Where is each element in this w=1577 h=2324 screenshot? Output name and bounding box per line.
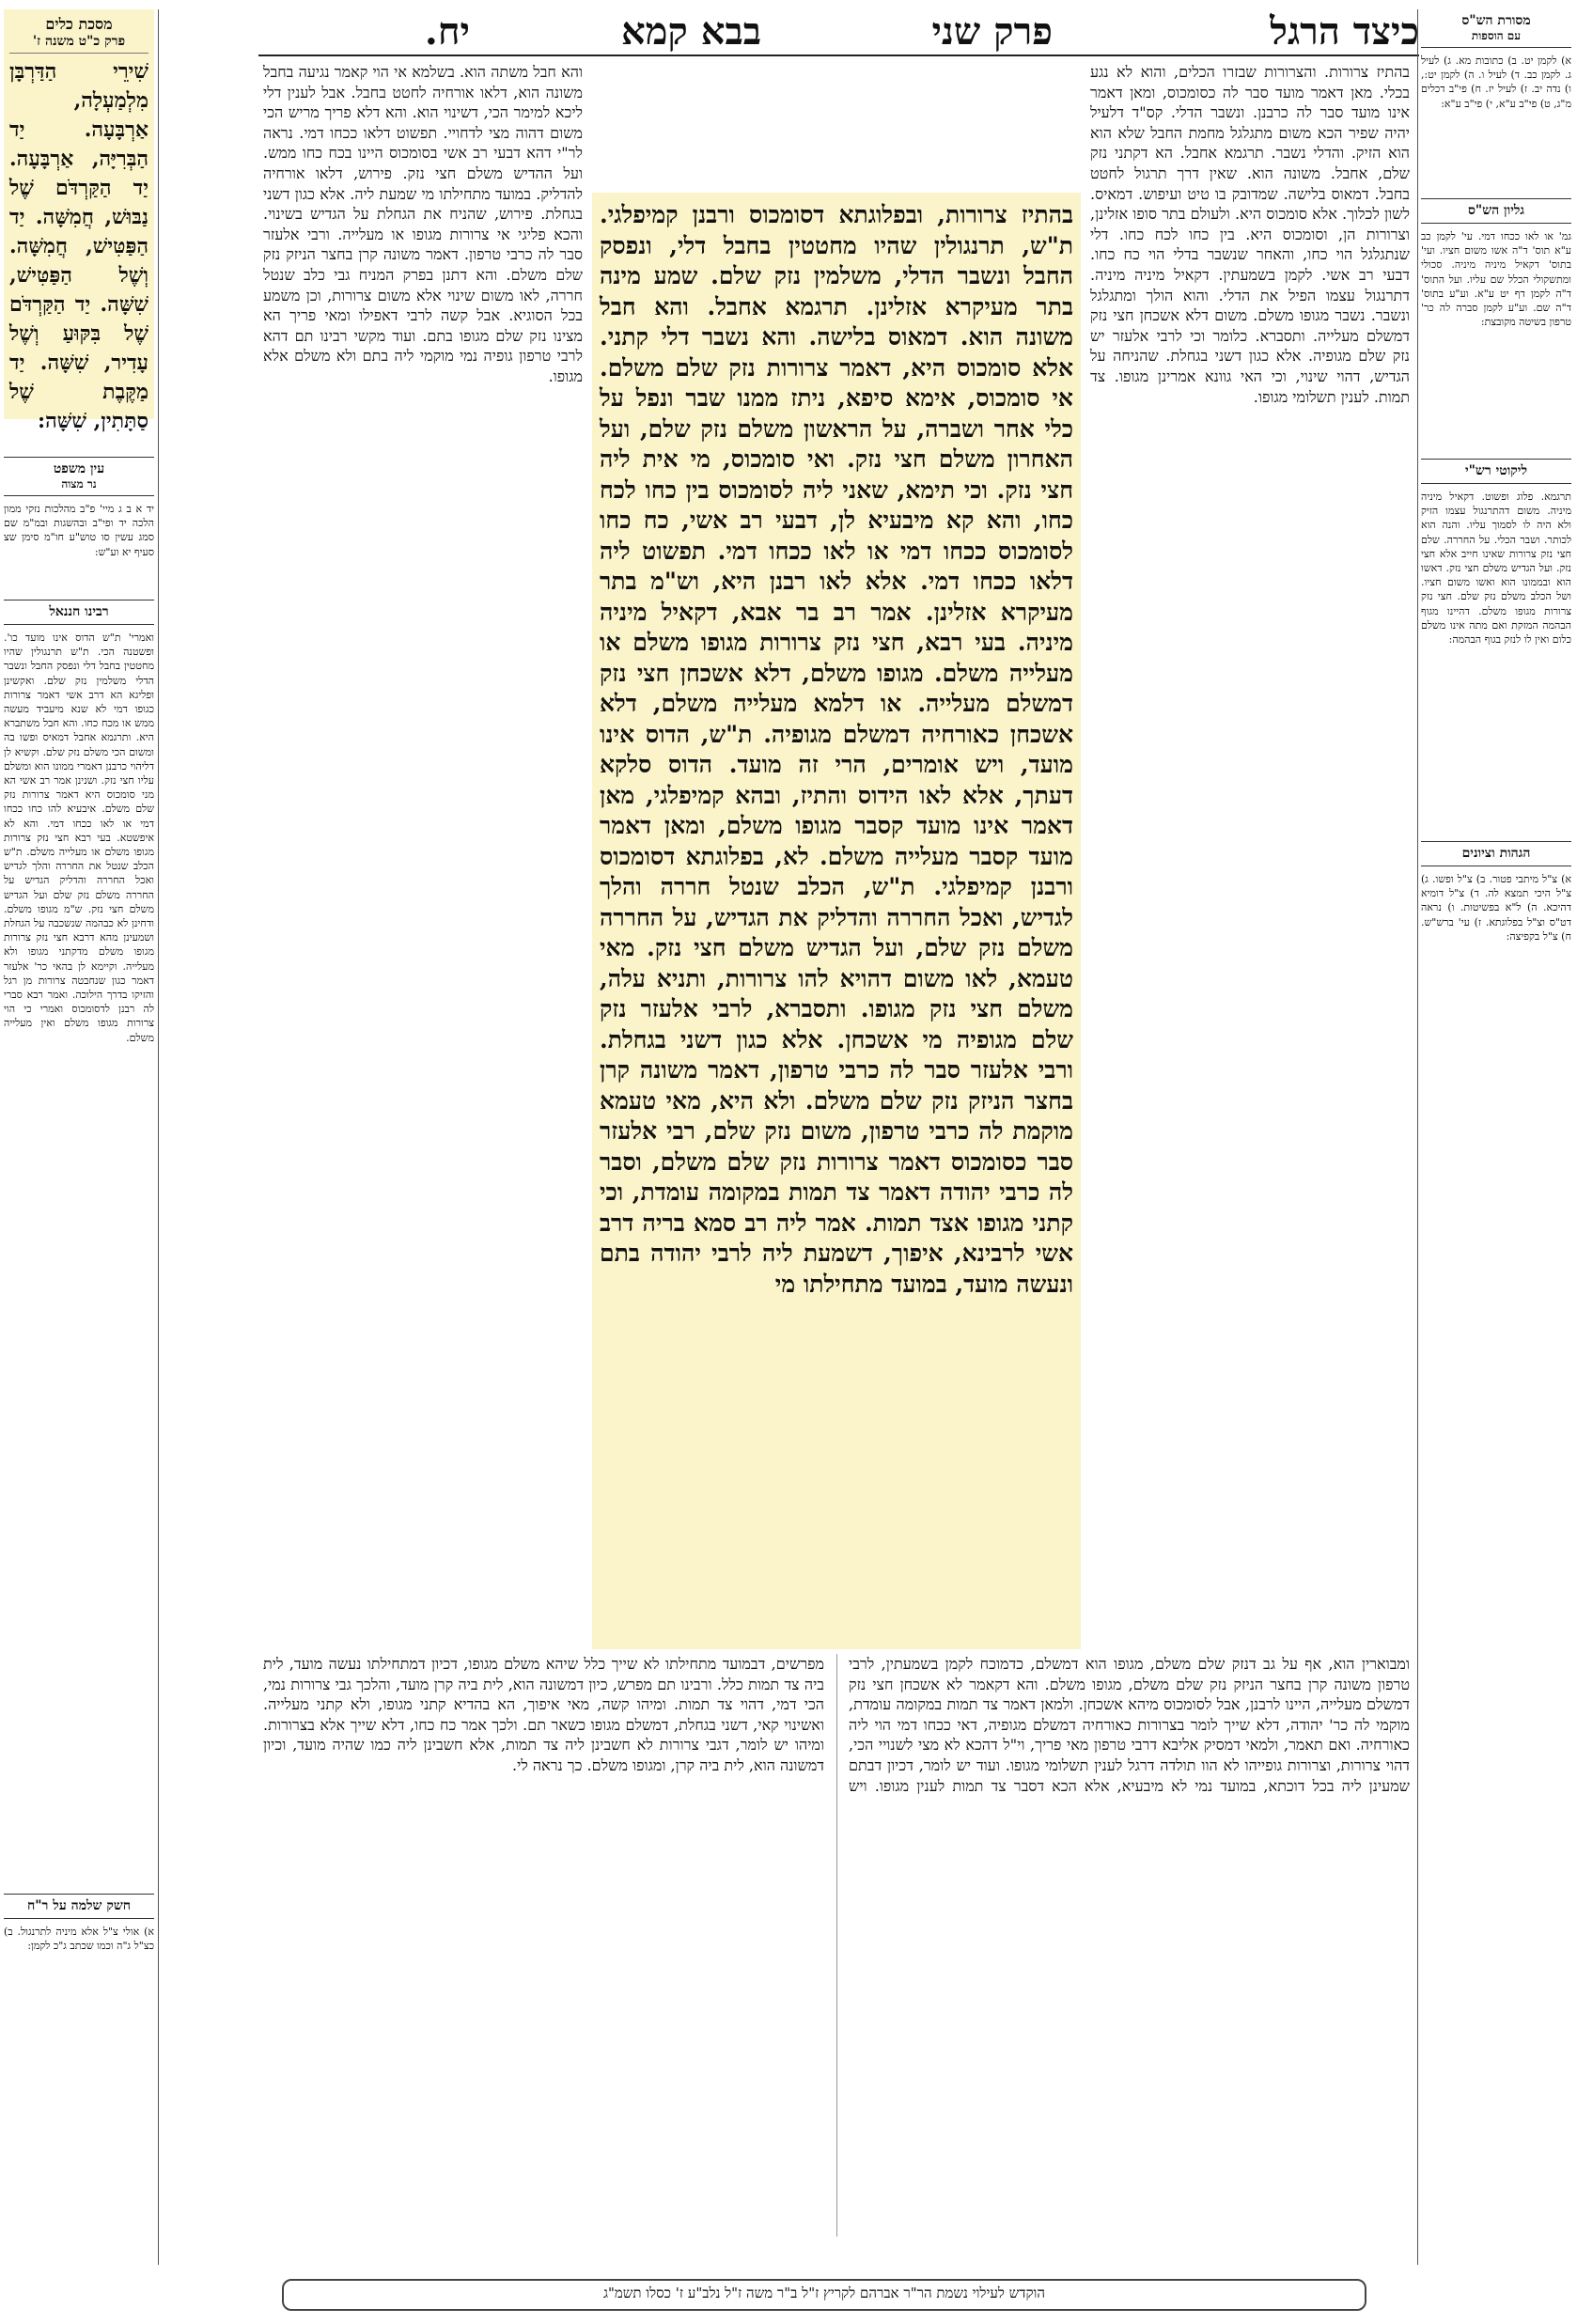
header-rule xyxy=(258,55,1419,56)
mesoret-hashas-title: מסורת הש"ס עם הוספות xyxy=(1421,9,1571,48)
ein-mishpat-title: עין משפט נר מצוה xyxy=(4,457,154,496)
chesek-shlomo-section xyxy=(4,1894,154,1981)
tractate-name: בבא קמא xyxy=(621,9,761,54)
page-header xyxy=(254,9,1419,55)
right-margin xyxy=(1421,9,1571,2265)
likutei-rashi-title: ליקוטי רש"י xyxy=(1421,459,1571,484)
rabbeinu-chananel-text: ואמרי' ת"ש הדוס אינו מועד כו'. ופשטנה הכי. ת"ש תרנגולין שהיו מחטטין בחבל דלי ונפסק החבל ונשבר הדלי משלמין נזק שלם. ואקשינן ופליגא הא דרב אשי דאמר צרורות כגופו דמי לא שנא מיעביד מעשה ממש או מכח כחו. והא חבל משתברא היא. ותרגמא אחבל דמאיס ופשו בה ומשום הכי משלם נזק שלם. וקשיא לן דליהוי כרבנן דאמרי ממונו הוא ומשלם עליו חצי נזק. ושנינן אמר רב אשי הא מני סומכוס היא דאמר צרורות נזק שלם משלם. איבעיא להו כחו ככחו דמי או לאו ככחו דמי. והא לא איפשטא. בעי רבא חצי נזק צרורות מגופו משלם או מעלייה משלם. ת"ש הכלב שנטל את החררה והלך לגדיש ואכל החררה והדליק הגדיש על החררה משלם נזק שלם ועל הגדיש משלם חצי נזק. ש"מ מגופו משלם. ודחינן לא כבהמה שנשכבה על הגחלת ושמעינן מהא דרבא חצי נזק צרורות מגופו משלם מדקתני מגופו ולא מעלייה. וקיימא לן בהאי כר' אלעזר דאמר כגון שנחבטה צרורות מן רגל והזיקו בדרך הילוכה. ואמר רבא סברי לה רבנן לדסומכוס ואמרי כי הוי צרורות מגופו משלם ואין מעלייה משלם. xyxy=(4,632,154,1044)
gilyon-hashas-text: גמ' או לאו ככחו דמי. עי' לקמן כב ע"א תוס' ד"ה אשו משום חציו. ועי' בתוס' דקאיל מיניה מיניה. סכולי ומתשקולי הכלל שם עליו. ועל התוס' ד"ה לקמן דף יט ע"א. וע"ע בתוס' ד"ה שם. וע"ע לקמן סברה לה כר' טרפון בשיטה מקובצת: xyxy=(1421,230,1571,329)
kelim-mishnah-subtitle: פרק כ"ט משנה ז' xyxy=(9,34,148,54)
left-margin xyxy=(4,9,154,2265)
ein-mishpat-section xyxy=(4,457,154,586)
rabbeinu-chananel-title: רבינו חננאל xyxy=(4,600,154,625)
gemara-text: בהתיז צרורות, ובפלוגתא דסומכוס ורבנן קמיפלגי. ת"ש, תרנגולין שהיו מחטטין בחבל דלי, ונפסק החבל ונשבר הדלי, משלמין נזק שלם. שמע מינה בתר מעיקרא אזלינן. תרגמא אחבל. והא חבל משונה הוא. דמאוס בלישה. והא נשבר דלי קתני. אלא סומכוס היא, דאמר צרורות נזק שלם משלם. אי סומכוס, אימא סיפא, ניתז ממנו שבר ונפל על כלי אחר ושברה, על הראשון משלם נזק שלם, ועל האחרון משלם חצי נזק. ואי סומכוס, מי אית ליה חצי נזק. וכי תימא, שאני ליה לסומכוס בין כחו לכח כחו, והא קא מיבעיא לן, דבעי רב אשי, כח כחו לסומכוס ככחו דמי או לאו ככחו דמי. תפשוט ליה דלאו ככחו דמי. אלא לאו רבנן היא, וש"מ בתר מעיקרא אזלינן. אמר רב בר אבא, דקאיל מיניה מיניה. בעי רבא, חצי נזק צרורות מגופו משלם או מעלייה משלם. מגופו משלם, דלא אשכחן חצי נזק דמשלם מעלייה. או דלמא מעלייה משלם, דלא אשכחן כאורחיה דמשלם מגופיה. ת"ש, הדוס אינו מועד, ויש אומרים, הרי זה מועד. הדוס סלקא דעתך, אלא לאו הידוס והתיז, ובהא קמיפלגי, מאן דאמר אינו מועד קסבר מגופו משלם, ומאן דאמר מועד קסבר מעלייה משלם. לא, בפלוגתא דסומכוס ורבנן קמיפלגי. ת"ש, הכלב שנטל חררה והלך לגדיש, ואכל החררה והדליק את הגדיש, על החררה משלם נזק שלם, ועל הגדיש משלם חצי נזק. מאי טעמא, לאו משום דהויא להו צרורות, ותניא עלה, משלם חצי נזק מגופו. ותסברא, לרבי אלעזר נזק שלם מגופיה מי אשכחן. אלא כגון דשני בגחלת. ורבי אלעזר סבר לה כרבי טרפון, דאמר משונה קרן בחצר הניזק נזק שלם משלם. ולא היא, מאי טעמא מוקמת לה כרבי טרפון, משום נזק שלם, רבי אלעזר סבר כסומכוס דאמר צרורות נזק שלם משלם, וסבר לה כרבי יהודה דאמר צד תמות במקומה עומדת, וכי קתני מגופו אצד תמות. אמר ליה רב סמא בריה דרב אשי לרבינא, איפוך, דשמעת ליה לרבי יהודה בתם ונעשה מועד, במועד מתחילתו מי xyxy=(600,201,1073,1298)
rashi-column: בהתיז צרורות. והצרורות שבזרו הכלים, והוא לא נגע בכלי. מאן דאמר מועד סבר לה כסומכוס, ומאן דאמר אינו מועד סבר לה כרבנן. ונשבר הדלי. קס"ד דלעיל יהיה שפיר הכא משום מתגלגל מחמת החבל שלא הוא הוא הזיק. והדלי נשבר. תרגמא אחבל. הא דקתני נזק שלם, אחבל. משונה הוא. שאין דרך תרגול לחטט בחבל. דמאוס בלישה. שמדובק בו טיט ועיפוש. דמאיס. לשון לכלוך. אלא סומכוס היא. ולעולם בתר סופו אזלינן, וצרורות הן, וסומכוס היא. בין כחו לכח כחו. דלי שנתגלגל הוי כחו, והאחר שנשבר בדלי הוי כח כחו. דבעי רב אשי. לקמן בשמעתין. דקאיל מיניה מיניה. דתרנגול עצמו הפיל את הדלי. והוא הולך ומתגלגל ונשבר. נשבר מגופו משלם. משום דלא אשכחן חצי נזק דמשלם מעלייה. ותסברא. כלומר וכי לרבי אלעזר יש נזק שלם מגופיה. אלא כגון דשני בגחלת. שהניחה על הגדיש, דהוי שינוי, וכי האי גוונא אמרינן מגופו. צד תמות. לענין תשלומי מגופו. xyxy=(1090,63,1410,406)
likutei-rashi-section xyxy=(1421,459,1571,828)
hagahot-section xyxy=(1421,841,1571,1060)
likutei-rashi-text: תרגמא. פלוג ופשוט. דקאיל מיניה מיניה. משום דהתרנגול עצמו הזיק ולא היה לו לסמוך עליו. והנה הוא לכותר. ושבר הכלי. על החררה. שלם חצי נזק צרורות שאינו חייב אלא חצי נזק. ועל הגדיש משלם חצי נזק. דאשו הוא ובממונו הוא ואשו משום חציו. ושל הכלב משלם נזק שלם. חצי נזק צרורות מגופו משלם. דהיינו מגוף הבהמה המזקת ואם מתה אינו משלם כלום ואין לו לנזק בגוף הבהמה: xyxy=(1421,491,1571,647)
kelim-mishnah-box xyxy=(4,9,154,433)
rabbeinu-chananel-section xyxy=(4,600,154,1880)
bottom-commentary: ומבוארין הוא, אף על גב דנזק שלם משלם, מגופו הוא דמשלם, כדמוכח לקמן בשמעתין, לרבי טרפון משונה קרן בחצר הניזק נזק שלם משלם, מגופו משלם. והא דקאמר לא אשכחן חצי נזק דמשלם מעלייה, היינו לרבנן, אבל לסומכוס מיהא אשכחן. ולמאן דאמר צד תמות במקומה עומדת, מוקמי לה כר' יהודה, דלא שייך לומר בצרורות כאורחיה דמשלם מגופיה, דאי ככחו דמי הוי ליה כאורחיה. ואם תאמר, ולמאי דמסיק אליבא דרבי טרפון מאי פריך, וי"ל דהכא לא מצי לשנויי הכי, דהוי צרורות, וצרורות גופייהו לא הוו תולדה דרגל לענין תשלומי מגופו. ועוד יש לומר, דכיון דבתם שמעינן ליה בכל דוכתא, במועד נמי לא מיבעיא, אלא הכא דסבר צד תמות לענין מגופו. ויש מפרשים, דבמועד מתחילתו לא שייך כלל שיהא משלם מגופו, דכיון דמתחילתו נעשה מועד, לית ביה צד תמות כלל. ורבינו תם מפרש, כיון דמשונה הוא, לית ביה קרן מועד, והלכך גבי צרורות נמי, הכי דמי, דהוי צד תמות. ומיהו קשה, מאי איפוך, הא בהדיא קתני מגופו, ולא קתני מעלייה. ואשינוי קאי, דשני בגחלת, דמשלם מגופו כשאר תם. ולכך אמר כח כחו, דלא שייך אלא בצרורות. ומיהו יש לומר, דגבי צרורות לא חשבינן ליה צד תמות, אלא חשבינן ליה כמו שהיה מועד, וכיון דמשונה הוא, לית ביה קרן, ומגופו משלם. כך נראה לי. xyxy=(263,1655,1411,1795)
kelim-mishnah-title: מסכת כלים xyxy=(45,15,113,33)
hagahot-title: הגהות וציונים xyxy=(1421,841,1571,866)
folio-number: יח. xyxy=(424,9,470,54)
chapter-title: כיצד הרגל xyxy=(1270,9,1419,54)
chesek-shlomo-text: א) אולי צ"ל אלא מיניה לתרנגול. ב) כצ"ל ג"ה וכמו שכתב ג"כ לקמן: xyxy=(4,1926,154,1953)
kelim-mishnah-text: שִׁירֵי הַדַּרְבָּן מִלְמַעְלָה, אַרְבָּעָה. יַד הַבְּרִיָּה, אַרְבָּעָה. יַד הַקַּרְדֹּם שֶׁל נַבּוּשׁ, חֲמִשָּׁה. יַד הַפַּטִּישׁ, חֲמִשָּׁה. וְשֶׁל הַפַּטִּישׁ, שִׁשָּׁה. יַד הַקַּרְדֹּם שֶׁל בִּקּוּעַ וְשֶׁל עָדִיר, שִׁשָּׁה. יַד מַקֶּבֶת שֶׁל סַתָּתִין, שִׁשָּׁה: xyxy=(9,59,148,433)
gilyon-hashas-section xyxy=(1421,198,1571,445)
right-margin-divider xyxy=(1417,9,1418,2265)
left-margin-divider xyxy=(158,9,159,2265)
gilyon-hashas-title: גליון הש"ס xyxy=(1421,198,1571,224)
ein-mishpat-text: יד א ב ג מיי' פ"ב מהלכות נזקי ממון הלכה יד ופי"ב ובהשגות ובמ"מ שם סמג עשין סו טוש"ע חו"מ סימן שצ סעיף יא וע"ש: xyxy=(4,503,154,558)
dedication-footer xyxy=(282,2279,1366,2311)
perek-label: פרק שני xyxy=(931,9,1053,54)
mesoret-hashas-section xyxy=(1421,9,1571,185)
chesek-shlomo-title: חשק שלמה על ר"ח xyxy=(4,1894,154,1919)
dedication-text: הוקדש לעילוי נשמת הר"ר אברהם לקריץ ז"ל ב"ר משה ז"ל נלב"ע ז' כסלו תשמ"ג xyxy=(603,2285,1045,2301)
tosafot-column: והא חבל משתה הוא. בשלמא אי הוי קאמר נגיעה בחבל משונה הוא, דלאו אורחיה לחטט בחבל. אבל לענין דלי ליכא למימר הכי, דשינוי הוא. והא דלא פריך מריש הכי משום דהוה מצי לדחויי. תפשוט דלאו ככחו דמי. נראה לר"י דהא דבעי רב אשי בסומכוס היינו בכח כחו ממש. ועל ההדיש משלם חצי נזק. פירוש, דלאו אורחיה להדליק. במועד מתחילתו מי שמעת ליה. אלא כגון דשני בגחלת. פירוש, שהניח את הגחלת על הגדיש בשינוי. והכא פליגי אי צרורות מגופו או מעלייה. ורבי אלעזר סבר לה כרבי טרפון. דאמר משונה קרן בחצר הניזק נזק שלם משלם. והא דתנן בפרק המניח גבי כלב שנטל חררה, לאו משום שינוי אלא משום צרורות, וכן משמע בכל הסוגיא. אבל קשה לרבי דאפילו ומאי פריך הא מצינו נזק שלם מגופו בתם. ועוד מקשי רבינו תם דהא לרבי טרפון גופיה נמי מוקמי ליה בתם ולא משלם אלא מגופו. xyxy=(263,63,583,385)
hagahot-text: א) צ"ל מיתבי פטור. ב) צ"ל ופשו. ג) צ"ל היכי תמצא לה. ד) צ"ל דומיא דהיכא. ה) ל"א בפשיטות. ו) נראה דט"ס וצ"ל בפלוגתא. ז) עי' ברש"ש. ח) צ"ל בקפיצה: xyxy=(1421,873,1571,943)
gemara-box xyxy=(592,193,1081,1649)
mesoret-hashas-text: א) לקמן יט. ב) כתובות מא. ג) לעיל ג. לקמן כב. ד) לעיל ו. ה) לקמן יט:, ו) נדה יב. ז) לעיל יז. ח) פי"ב דכלים מ"ג, ט) פי"ב ע"א, י) פי"ב ע"א: xyxy=(1421,55,1571,110)
